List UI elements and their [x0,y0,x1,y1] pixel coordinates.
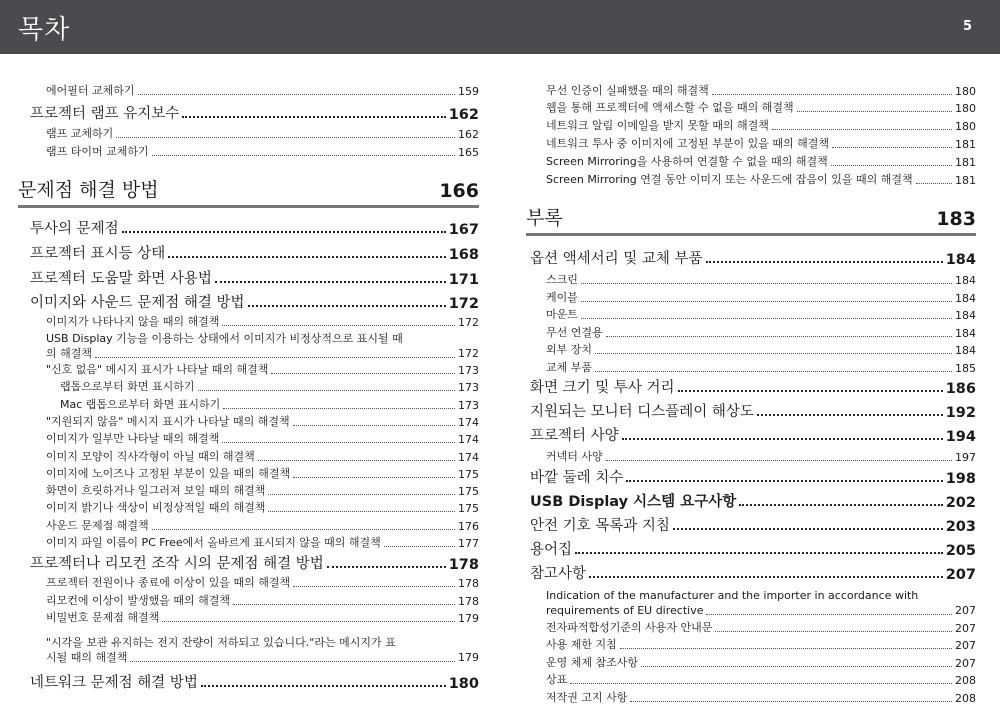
leader-dots [706,614,952,615]
toc-entry-page: 165 [458,146,479,159]
toc-entry[interactable] [530,515,976,535]
toc-entry-page: 178 [458,577,479,591]
toc-entry-page: 184 [955,291,976,305]
chapter-heading[interactable] [18,176,479,208]
toc-entry[interactable] [546,325,976,340]
toc-entry-label: 지원되는 모니터 디스플레이 해상도 [530,404,754,420]
toc-entry[interactable] [546,637,976,652]
toc-entry[interactable] [546,360,976,375]
toc-entry-label: 프로젝터 사양 [530,428,619,444]
toc-entry-label: 바깥 둘레 치수 [530,469,624,486]
leader-dots [581,283,952,284]
toc-entry-page: 173 [458,364,479,377]
leader-dots [233,604,455,605]
toc-entry-label: 프로젝터 램프 유지보수 [30,106,180,122]
leader-dots [589,576,943,578]
toc-entry-label: 교체 부품 [546,360,593,374]
toc-entry-page: 159 [458,85,479,98]
toc-entry[interactable] [46,593,479,608]
toc-entry-page: 194 [945,429,976,445]
toc-entry-page: 186 [945,381,976,397]
toc-entry-page: 192 [945,405,976,421]
leader-dots [327,566,446,568]
leader-dots [116,137,455,138]
toc-entry-label: Screen Mirroring 연결 동안 이미지 또는 사운드에 잡음이 있을 때의 해결책 [546,173,913,186]
leader-dots [570,683,952,684]
leader-dots [95,357,455,358]
toc-entry[interactable] [46,518,479,533]
leader-dots [223,408,455,409]
toc-entry[interactable] [530,377,976,397]
toc-entry-label: 프로젝터나 리모컨 조작 시의 문제점 해결 방법 [30,556,324,573]
toc-entry-page: 176 [458,519,479,533]
chapter-page: 166 [439,180,479,202]
leader-dots [293,586,455,587]
toc-entry-page: 179 [458,611,479,625]
toc-entry-label: 저작권 고지 사항 [546,691,628,704]
chapter-title: 부록 [526,207,563,229]
toc-entry-page: 184 [955,326,976,340]
leader-dots [706,261,943,263]
toc-entry[interactable] [530,563,976,583]
toc-entry-label: 프로젝터 표시등 상태 [30,246,166,262]
toc-entry[interactable] [46,144,479,159]
toc-entry-label: 사운드 문제점 해결책 [46,518,149,532]
leader-dots [673,528,943,530]
toc-entry-label: 이미지 모양이 직사각형이 아닐 때의 해결책 [46,449,255,463]
toc-entry[interactable] [546,620,976,635]
toc-entry-page: 174 [458,433,479,447]
toc-entry-label: 네트워크 문제점 해결 방법 [30,675,198,691]
leader-dots [201,685,446,687]
toc-entry[interactable] [46,575,479,590]
leader-dots [152,529,455,530]
leader-dots [222,442,455,443]
toc-entry[interactable] [546,154,976,169]
toc-entry-label: 투사의 문제점 [30,221,119,237]
toc-entry[interactable] [546,449,976,464]
toc-entry-page: 207 [955,639,976,652]
toc-entry-page: 172 [458,316,479,329]
leader-dots [757,414,943,416]
toc-entry-page: 175 [458,467,479,481]
leader-dots [293,425,455,426]
toc-entry-page: 175 [458,502,479,516]
leader-dots [581,301,952,302]
toc-entry[interactable] [530,467,976,487]
toc-entry-label: 운영 체제 참조사항 [546,656,639,669]
toc-entry-label: Indication of the manufacturer and the importer in accordance with [546,589,919,602]
toc-entry[interactable] [30,268,479,288]
toc-entry-page: 180 [448,676,479,692]
toc-entry-label: "신호 없음" 메시지 표시가 나타날 때의 해결책 [46,363,269,376]
toc-entry-page: 208 [955,674,976,687]
toc-entry-label: 무선 연결용 [546,325,603,339]
leader-dots [678,390,943,392]
toc-entry-page: 184 [955,344,976,357]
toc-entry-page: 203 [945,518,976,535]
toc-entry-page: 179 [458,651,479,664]
toc-entry-label: "지원되지 않음" 메시지 표시가 나타날 때의 해결책 [46,414,290,428]
toc-entry-label: 전자파적합성기준의 사용자 안내문 [546,621,713,634]
toc-entry-label: 네트워크 투사 중 이미지에 고정된 부분이 있을 때의 해결책 [546,137,829,150]
toc-entry[interactable] [46,610,479,625]
toc-entry-page: 180 [955,102,976,115]
toc-entry-label: 프로젝터 도움말 화면 사용법 [30,271,212,287]
leader-dots [712,94,952,95]
toc-entry[interactable] [46,126,479,141]
toc-entry[interactable] [546,136,976,151]
toc-entry-page: 208 [955,692,976,705]
toc-entry-label: 참고사항 [530,565,587,582]
toc-entry[interactable] [530,401,976,421]
toc-entry-label: USB Display 시스템 요구사항 [530,493,737,510]
chapter-title: 문제점 해결 방법 [18,179,159,201]
toc-entry-page: 172 [448,296,479,312]
leader-dots [258,460,455,461]
toc-entry-page: 207 [955,604,976,617]
toc-entry-page: 173 [458,381,479,395]
toc-entry-page: 184 [955,274,976,287]
toc-entry[interactable] [530,248,976,268]
leader-dots [138,94,455,95]
leader-dots [772,129,952,130]
toc-entry-page: 167 [448,222,479,238]
toc-entry-page: 181 [955,138,976,151]
leader-dots [831,165,952,166]
toc-entry-label: 이미지에 노이즈나 고정된 부분이 있을 때의 해결책 [46,466,291,480]
leader-dots [182,116,445,118]
leader-dots [162,621,455,622]
page-number: 5 [962,19,972,34]
toc-entry-label: 웹을 통해 프로젝터에 액세스할 수 없을 때의 해결책 [546,101,794,114]
toc-entry[interactable] [30,553,479,573]
toc-entry-label-cont: 의 해결책 [46,347,93,360]
toc-entry[interactable] [46,449,479,464]
toc-entry-page: 174 [458,450,479,464]
leader-dots [797,111,952,112]
toc-entry-page: 178 [458,594,479,608]
toc-entry-multiline[interactable] [46,635,479,665]
toc-entry-label: 안전 기호 목록과 지침 [530,517,670,534]
toc-entry[interactable] [46,83,479,98]
toc-entry-page: 207 [955,622,976,635]
toc-entry-page: 173 [458,398,479,412]
leader-dots [268,511,455,512]
toc-entry-label: 상표 [546,673,568,686]
toc-entry[interactable] [30,672,479,692]
toc-entry[interactable] [30,243,479,263]
toc-entry[interactable] [46,535,479,550]
toc-entry-multiline[interactable] [546,588,976,618]
toc-entry[interactable] [30,103,479,123]
toc-entry-label: USB Display 기능을 이용하는 상태에서 이미지가 비정상적으로 표시될 때 [46,332,403,345]
leader-dots [739,504,942,506]
toc-entry-label: 외부 장치 [546,343,593,356]
leader-dots [384,546,455,547]
leader-dots [215,281,446,283]
toc-entry[interactable] [546,100,976,115]
toc-entry[interactable] [46,431,479,446]
leader-dots [222,325,455,326]
toc-entry[interactable] [46,500,479,515]
toc-entry[interactable] [530,539,976,559]
toc-entry-page: 168 [448,247,479,263]
leader-dots [575,552,943,554]
toc-entry[interactable] [30,292,479,312]
leader-dots [916,183,952,184]
toc-entry-label-cont: requirements of EU directive [546,604,704,617]
leader-dots [620,648,952,649]
toc-entry[interactable] [546,655,976,670]
toc-entry-label: 네트워크 알림 이메일을 받지 못할 때의 해결책 [546,119,769,132]
toc-entry-label: 리모컨에 이상이 발생했을 때의 해결책 [46,593,231,607]
toc-entry-label: 이미지 밝기나 색상이 비정상적일 때의 해결책 [46,501,266,515]
toc-entry-label: 사용 제한 지침 [546,638,617,651]
toc-entry-page: 162 [458,128,479,141]
toc-entry[interactable] [546,672,976,687]
chapter-heading[interactable] [526,204,976,236]
leader-dots [293,477,455,478]
toc-entry-page: 207 [955,657,976,670]
toc-entry-page: 205 [945,542,976,559]
toc-entry-label: 프로젝터 전원이나 종료에 이상이 있을 때의 해결책 [46,576,291,590]
toc-entry[interactable] [546,690,976,705]
leader-dots [248,305,446,307]
toc-entry[interactable] [546,118,976,133]
leader-dots [268,494,455,495]
toc-entry[interactable] [46,483,479,498]
toc-entry-page: 207 [945,566,976,583]
leader-dots [581,318,952,319]
toc-entry-page: 180 [955,85,976,98]
toc-entry-multiline[interactable] [46,331,479,361]
toc-entry-label: 화면 크기 및 투사 거리 [530,380,675,396]
toc-entry-label: 이미지가 일부만 나타날 때의 해결책 [46,432,220,446]
toc-entry-page: 202 [945,494,976,511]
leader-dots [606,460,952,461]
toc-entry-label-cont: 시될 때의 해결책 [46,651,128,664]
toc-entry[interactable] [530,491,976,511]
toc-entry-page: 184 [945,252,976,268]
toc-entry[interactable] [60,397,479,412]
toc-entry-label: "시각을 보관 유지하는 전지 잔량이 저하되고 있습니다."라는 메시지가 표 [46,636,396,649]
leader-dots [271,373,455,374]
toc-entry[interactable] [46,466,479,481]
toc-entry-page: 162 [448,107,479,123]
toc-entry-label: 마운트 [546,308,578,321]
toc-entry-label: 비밀번호 문제점 해결책 [46,610,160,624]
toc-entry-label: 이미지 파일 이름이 PC Free에서 올바르게 표시되지 않을 때의 해결책 [46,536,381,549]
toc-entry-page: 180 [955,120,976,133]
toc-entry-label: 화면이 흐릿하거나 일그러져 보일 때의 해결책 [46,484,266,498]
toc-entry[interactable] [46,362,479,377]
toc-entry-label: 랩톱으로부터 화면 표시하기 [60,380,195,394]
leader-dots [626,480,942,482]
toc-entry-page: 175 [458,485,479,499]
toc-entry-page: 178 [448,557,479,574]
toc-entry[interactable] [546,83,976,98]
toc-entry[interactable] [46,414,479,429]
toc-entry[interactable] [46,314,479,329]
leader-dots [630,701,952,702]
toc-entry-page: 174 [458,415,479,429]
toc-entry-label: Mac 랩톱으로부터 화면 표시하기 [60,397,221,411]
toc-entry-label: 에어필터 교체하기 [46,84,135,97]
toc-entry-page: 185 [955,361,976,375]
leader-dots [715,631,952,632]
toc-entry[interactable] [60,379,479,394]
chapter-page: 183 [936,208,976,230]
leader-dots [122,231,446,233]
toc-entry-label: 커넥터 사양 [546,450,603,463]
toc-entry[interactable] [546,342,976,357]
toc-entry-label: 램프 교체하기 [46,127,114,140]
toc-entry-label: 무선 인증이 실패했을 때의 해결책 [546,84,709,97]
toc-entry[interactable] [30,218,479,238]
toc-entry-label: 옵션 액세서리 및 교체 부품 [530,251,703,267]
toc-entry-label: 용어집 [530,541,573,558]
toc-entry-label: Screen Mirroring을 사용하여 연결할 수 없을 때의 해결책 [546,155,828,168]
toc-entry-page: 172 [458,347,479,360]
leader-dots [168,256,445,258]
toc-entry-page: 171 [448,272,479,288]
leader-dots [832,147,952,148]
toc-entry-label: 이미지와 사운드 문제점 해결 방법 [30,295,245,311]
leader-dots [595,353,952,354]
toc-entry-page: 198 [945,470,976,487]
leader-dots [595,371,952,372]
leader-dots [641,666,952,667]
toc-entry-page: 181 [955,156,976,169]
toc-entry-label: 이미지가 나타나지 않을 때의 해결책 [46,315,220,328]
leader-dots [130,661,455,662]
toc-entry-label: 램프 타이머 교체하기 [46,145,149,158]
header-bar [0,0,1000,54]
toc-entry[interactable] [530,425,976,445]
toc-entry[interactable] [546,272,976,287]
page-title: 목차 [18,15,71,45]
toc-entry[interactable] [546,307,976,322]
toc-entry-page: 177 [458,537,479,550]
toc-entry-label: 케이블 [546,290,578,304]
toc-entry[interactable] [546,290,976,305]
toc-entry-page: 184 [955,309,976,322]
leader-dots [622,438,943,440]
leader-dots [198,390,455,391]
toc-entry-page: 197 [955,451,976,464]
leader-dots [606,336,952,337]
toc-entry-page: 181 [955,174,976,187]
toc-entry[interactable] [546,172,976,187]
toc-entry-label: 스크린 [546,273,578,286]
leader-dots [152,155,455,156]
